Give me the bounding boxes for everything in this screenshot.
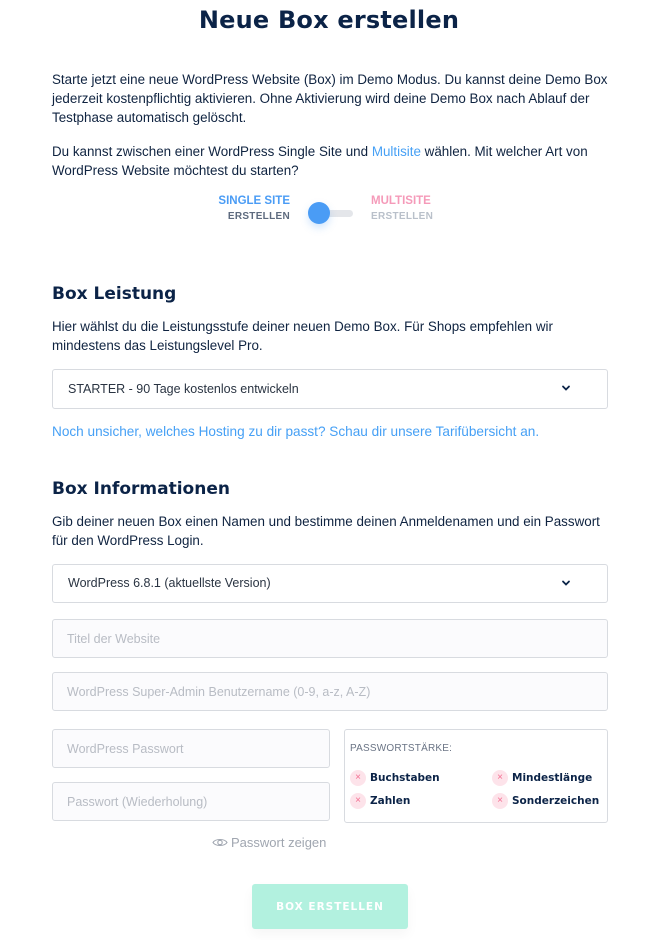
unmet-x-icon: × [350,770,366,786]
pricing-overview-link[interactable]: Noch unsicher, welches Hosting zu dir passt? Schau dir unsere Tarifübersicht an. [52,424,540,439]
page-title: Neue Box erstellen [198,6,460,34]
website-title-input[interactable] [52,619,608,658]
show-password-toggle[interactable] [212,835,326,850]
unmet-x-icon: × [350,793,366,809]
site-type-text-after: wählen. Mit welcher Art von WordPress Website möchtest du starten? [52,144,588,178]
criterion-label: Sonderzeichen [512,795,600,807]
wordpress-version-select[interactable] [52,564,608,603]
password-strength-panel [344,729,608,823]
create-box-button[interactable]: BOX ERSTELLEN [252,884,408,929]
info-description: Gib deiner neuen Box einen Namen und bestimme deinen Anmeldenamen und ein Passwort für den WordPress Login. [52,514,600,548]
admin-username-input[interactable] [52,672,608,711]
criterion-min-length [492,770,592,786]
site-type-switch[interactable] [307,202,355,224]
unmet-x-icon: × [492,793,508,809]
multisite-label: MULTISITE [371,195,431,207]
password-repeat-input[interactable] [52,782,330,821]
site-type-text-before: Du kannst zwischen einer WordPress Single Site und [52,144,372,159]
password-input[interactable] [52,729,330,768]
performance-select[interactable] [52,369,608,409]
show-password-label: Passwort zeigen [231,835,327,850]
performance-description: Hier wählst du die Leistungsstufe deiner neuen Demo Box. Für Shops empfehlen wir mindestens das Leistungslevel Pro. [52,319,553,353]
criterion-numbers [350,793,410,809]
criterion-label: Mindestlänge [512,772,593,784]
criterion-label: Buchstaben [370,772,440,784]
chevron-down-icon [561,383,571,393]
password-strength-title: PASSWORTSTÄRKE: [350,743,453,754]
site-type-toggle-group [0,194,658,230]
info-heading: Box Informationen [52,479,230,499]
performance-select-value: STARTER - 90 Tage kostenlos entwickeln [68,382,299,396]
single-site-label: SINGLE SITE [218,195,290,207]
multisite-option[interactable] [371,194,433,224]
intro-text: Starte jetzt eine neue WordPress Website (Box) im Demo Modus. Du kannst deine Demo Box jederzeit kostenpflichtig aktivieren. Ohne Aktivierung wird deine Demo Box nach Ablauf der Testphase automatisch gelöscht. [52,72,608,125]
performance-heading: Box Leistung [52,284,177,304]
criterion-special-chars [492,793,599,809]
single-site-option[interactable] [218,194,290,224]
switch-knob[interactable] [308,202,330,224]
chevron-down-icon [561,578,571,588]
single-site-sublabel: ERSTELLEN [227,211,290,222]
multisite-link[interactable]: Multisite [371,144,421,159]
criterion-letters [350,770,440,786]
wordpress-version-value: WordPress 6.8.1 (aktuellste Version) [68,576,271,590]
unmet-x-icon: × [492,770,508,786]
multisite-sublabel: ERSTELLEN [371,211,434,222]
site-type-text [52,142,612,180]
eye-icon [212,837,228,848]
criterion-label: Zahlen [370,795,411,807]
